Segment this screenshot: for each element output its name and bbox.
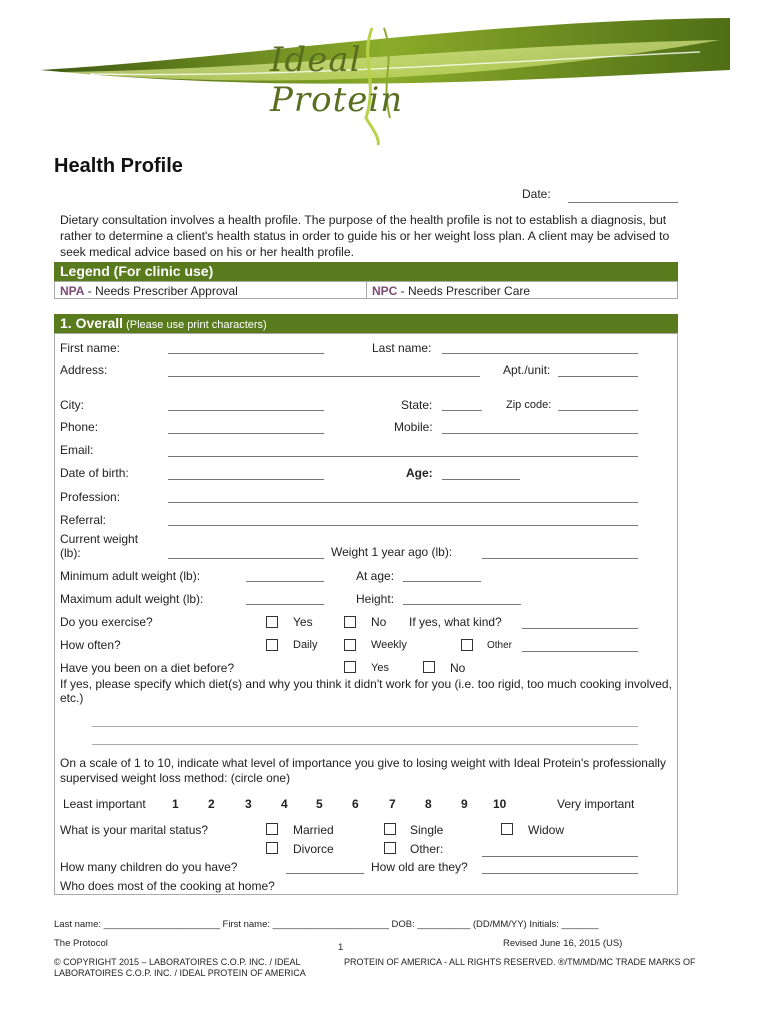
- scale-option-4[interactable]: 4: [281, 797, 288, 811]
- phone-field[interactable]: [168, 433, 324, 434]
- exercise-no-label: No: [371, 615, 387, 629]
- divorce-label: Divorce: [293, 842, 334, 856]
- state-label: State:: [401, 398, 433, 412]
- scale-option-6[interactable]: 6: [352, 797, 359, 811]
- ideal-protein-logo: IdealProtein: [270, 40, 404, 120]
- section-1-heading: 1. Overall (Please use print characters): [54, 314, 678, 333]
- dob-field[interactable]: [168, 479, 324, 480]
- footer-id-line: Last name: ______________________ First name: ______________________ DOB: __________ (DD/MM/YY) Initials: _______: [54, 919, 599, 930]
- legend-divider: [366, 281, 367, 299]
- first-name-label: First name:: [60, 341, 121, 355]
- city-label: City:: [60, 398, 84, 412]
- min-weight-label: Minimum adult weight (lb):: [60, 569, 201, 583]
- scale-question: On a scale of 1 to 10, indicate what level of importance you give to losing weight with Ideal Protein's professionally supervised weight loss method: (circle one): [60, 756, 666, 785]
- very-important-label: Very important: [557, 797, 635, 811]
- footer-copyright-2: LABORATOIRES C.O.P. INC. / IDEAL PROTEIN OF AMERICA: [54, 968, 306, 978]
- email-field[interactable]: [168, 456, 638, 457]
- scale-option-10[interactable]: 10: [493, 797, 507, 811]
- current-weight-field[interactable]: [168, 558, 324, 559]
- children-age-field[interactable]: [482, 873, 638, 874]
- height-field[interactable]: [403, 604, 521, 605]
- exercise-yes-checkbox[interactable]: [266, 616, 278, 628]
- referral-field[interactable]: [168, 525, 638, 526]
- at-age-field[interactable]: [403, 581, 481, 582]
- married-checkbox[interactable]: [266, 823, 278, 835]
- profession-field[interactable]: [168, 502, 638, 503]
- exercise-label: Do you exercise?: [60, 615, 153, 629]
- diet-question: Have you been on a diet before?: [60, 661, 235, 675]
- exercise-yes-label: Yes: [293, 615, 313, 629]
- weight-year-ago-label: Weight 1 year ago (lb):: [331, 545, 453, 559]
- zip-field[interactable]: [558, 410, 638, 411]
- mobile-label: Mobile:: [394, 420, 433, 434]
- scale-option-7[interactable]: 7: [389, 797, 396, 811]
- legend-heading: Legend (For clinic use): [54, 262, 678, 281]
- other-frequency-checkbox[interactable]: [461, 639, 473, 651]
- children-question: How many children do you have?: [60, 860, 238, 874]
- age-label: Age:: [406, 466, 433, 480]
- state-field[interactable]: [442, 410, 482, 411]
- other-status-label: Other:: [410, 842, 444, 856]
- at-age-label: At age:: [356, 569, 395, 583]
- widow-checkbox[interactable]: [501, 823, 513, 835]
- diet-explain-text: If yes, please specify which diet(s) and why you think it didn't work for you (i.e. too rigid, too much cooking involved, etc.): [60, 677, 672, 705]
- exercise-no-checkbox[interactable]: [344, 616, 356, 628]
- address-label: Address:: [60, 363, 108, 377]
- date-label: Date:: [522, 187, 551, 201]
- apt-label: Apt./unit:: [503, 363, 551, 377]
- profession-label: Profession:: [60, 490, 121, 504]
- footer-revised: Revised June 16, 2015 (US): [503, 938, 623, 949]
- exercise-kind-label: If yes, what kind?: [409, 615, 502, 629]
- page-title: Health Profile: [54, 155, 183, 177]
- header-banner: [0, 0, 770, 150]
- other-frequency-label: Other: [487, 640, 513, 651]
- diet-explain-line-2[interactable]: [92, 744, 638, 745]
- widow-label: Widow: [528, 823, 565, 837]
- age-field[interactable]: [442, 479, 520, 480]
- daily-label: Daily: [293, 639, 318, 651]
- legend-npc: NPC - Needs Prescriber Care: [372, 284, 531, 298]
- zip-label: Zip code:: [506, 399, 552, 411]
- footer-protocol: The Protocol: [54, 938, 108, 949]
- legend-npa: NPA - Needs Prescriber Approval: [60, 284, 238, 298]
- scale-option-8[interactable]: 8: [425, 797, 432, 811]
- divorce-checkbox[interactable]: [266, 842, 278, 854]
- referral-label: Referral:: [60, 513, 107, 527]
- date-field[interactable]: [568, 202, 678, 203]
- footer-copyright-3: PROTEIN OF AMERICA - ALL RIGHTS RESERVED. ®/TM/MD/MC TRADE MARKS OF: [344, 957, 696, 967]
- scale-option-3[interactable]: 3: [245, 797, 252, 811]
- page-number: 1: [338, 942, 344, 953]
- marital-question: What is your marital status?: [60, 823, 209, 837]
- how-often-label: How often?: [60, 638, 121, 652]
- phone-label: Phone:: [60, 420, 99, 434]
- last-name-field[interactable]: [442, 353, 638, 354]
- max-weight-field[interactable]: [246, 604, 324, 605]
- min-weight-field[interactable]: [246, 581, 324, 582]
- scale-option-9[interactable]: 9: [461, 797, 468, 811]
- other-status-checkbox[interactable]: [384, 842, 396, 854]
- max-weight-label: Maximum adult weight (lb):: [60, 592, 204, 606]
- dob-label: Date of birth:: [60, 466, 129, 480]
- intro-paragraph: Dietary consultation involves a health profile. The purpose of the health profile is not to establish a diagnosis, but rather to determine a client's health status in order to guide his or her weight loss plan. A client may be advised to seek medical advice based on his or her health profile.: [60, 213, 670, 259]
- exercise-kind-field[interactable]: [522, 628, 638, 629]
- weekly-checkbox[interactable]: [344, 639, 356, 651]
- email-label: Email:: [60, 443, 94, 457]
- apt-field[interactable]: [558, 376, 638, 377]
- single-label: Single: [410, 823, 444, 837]
- scale-option-1[interactable]: 1: [172, 797, 179, 811]
- scale-option-5[interactable]: 5: [316, 797, 323, 811]
- current-weight-label: Current weight (lb):: [60, 532, 139, 560]
- diet-yes-label: Yes: [371, 662, 389, 674]
- diet-no-checkbox[interactable]: [423, 661, 435, 673]
- diet-explain-line-1[interactable]: [92, 726, 638, 727]
- scale-option-2[interactable]: 2: [208, 797, 215, 811]
- first-name-field[interactable]: [168, 353, 324, 354]
- footer-copyright-1: © COPYRIGHT 2015 – LABORATOIRES C.O.P. INC. / IDEAL: [54, 957, 301, 967]
- address-field[interactable]: [168, 376, 480, 377]
- weekly-label: Weekly: [371, 639, 407, 651]
- other-frequency-field[interactable]: [522, 651, 638, 652]
- weight-year-ago-field[interactable]: [482, 558, 638, 559]
- last-name-label: Last name:: [372, 341, 432, 355]
- other-status-field[interactable]: [482, 856, 638, 857]
- children-age-label: How old are they?: [371, 860, 468, 874]
- daily-checkbox[interactable]: [266, 639, 278, 651]
- diet-no-label: No: [450, 661, 466, 675]
- single-checkbox[interactable]: [384, 823, 396, 835]
- married-label: Married: [293, 823, 334, 837]
- cooking-question: Who does most of the cooking at home?: [60, 879, 275, 893]
- diet-yes-checkbox[interactable]: [344, 661, 356, 673]
- city-field[interactable]: [168, 410, 324, 411]
- children-field[interactable]: [286, 873, 364, 874]
- height-label: Height:: [356, 592, 395, 606]
- least-important-label: Least important: [63, 797, 146, 811]
- mobile-field[interactable]: [442, 433, 638, 434]
